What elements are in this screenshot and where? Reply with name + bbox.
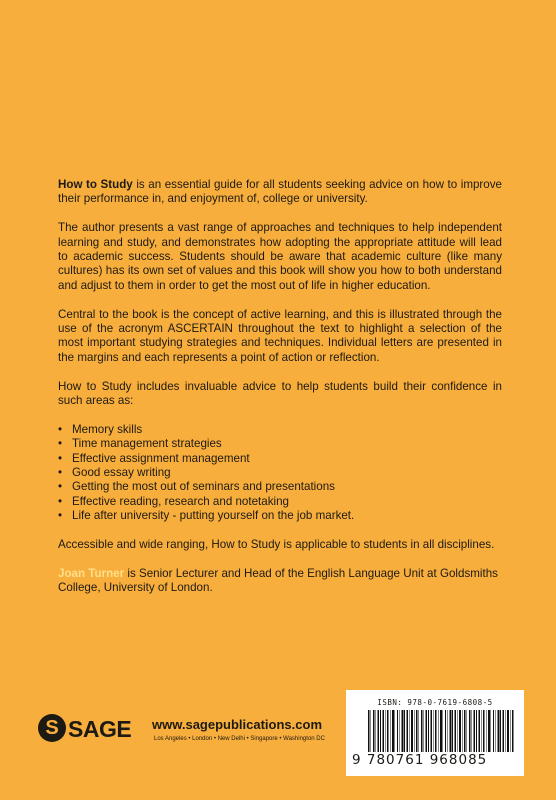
intro-text: is an essential guide for all students seeking advice on how to improve their performance in, and enjoyment of, college or university.	[58, 178, 502, 206]
bullet-icon: •	[58, 480, 63, 494]
barcode-digits: 9 780761 968085	[352, 752, 522, 768]
active-learning-paragraph: Central to the book is the concept of active learning, and this is illustrated through the use of the acronym ASCERTAIN throughout the text to highlight a selection of the most important studying strategies and techniques. Individual letters are presented in the margins and each represents a point of action or reflection.	[58, 307, 502, 364]
bullet-icon: •	[58, 451, 63, 465]
intro-paragraph	[58, 178, 502, 207]
includes-paragraph: How to Study includes invaluable advice to help students build their confidence in such areas as:	[58, 379, 502, 408]
list-item: • Effective reading, research and notetaking	[58, 494, 289, 508]
sage-wordmark: SAGE	[68, 716, 132, 742]
skills-list	[58, 423, 502, 524]
book-title-bold: How to Study	[58, 178, 133, 191]
bullet-icon: •	[58, 494, 63, 508]
author-name: Joan Turner	[58, 566, 125, 580]
barcode	[346, 690, 524, 776]
list-item: • Getting the most out of seminars and presentations	[58, 480, 335, 494]
list-item: • Memory skills	[58, 422, 143, 436]
bullet-icon: •	[58, 509, 63, 523]
blurb-text	[58, 178, 502, 610]
author-presents-paragraph: The author presents a vast range of approaches and techniques to help independent learning and study, and demonstrates how adopting the appropriate attitude will lead to academic success. Students should be aware that academic culture (like many cultures) has its own set of values and this book will show you how to both understand and adjust to them in order to get the most out of life in higher education.	[58, 221, 502, 292]
list-item: • Time management strategies	[58, 437, 222, 451]
bullet-icon: •	[58, 437, 63, 451]
publisher-logo	[38, 714, 328, 750]
list-item: • Effective assignment management	[58, 451, 250, 465]
isbn-label: ISBN: 978-0-7619-6808-5	[377, 698, 493, 707]
bullet-icon: •	[58, 466, 63, 480]
bullet-icon: •	[58, 422, 63, 436]
publisher-cities: Los Angeles • London • New Delhi • Singapore • Washington DC	[154, 736, 325, 742]
author-bio-paragraph	[58, 567, 502, 596]
publisher-url[interactable]: www.sagepublications.com	[152, 717, 322, 732]
author-bio: is Senior Lecturer and Head of the English Language Unit at Goldsmiths College, University of London.	[58, 566, 498, 595]
sage-logo-icon: S	[38, 714, 66, 742]
closing-paragraph: Accessible and wide ranging, How to Study is applicable to students in all disciplines.	[58, 538, 495, 552]
barcode-icon	[368, 710, 514, 754]
list-item: • Life after university - putting yourself on the job market.	[58, 509, 355, 523]
list-item: • Good essay writing	[58, 466, 171, 480]
